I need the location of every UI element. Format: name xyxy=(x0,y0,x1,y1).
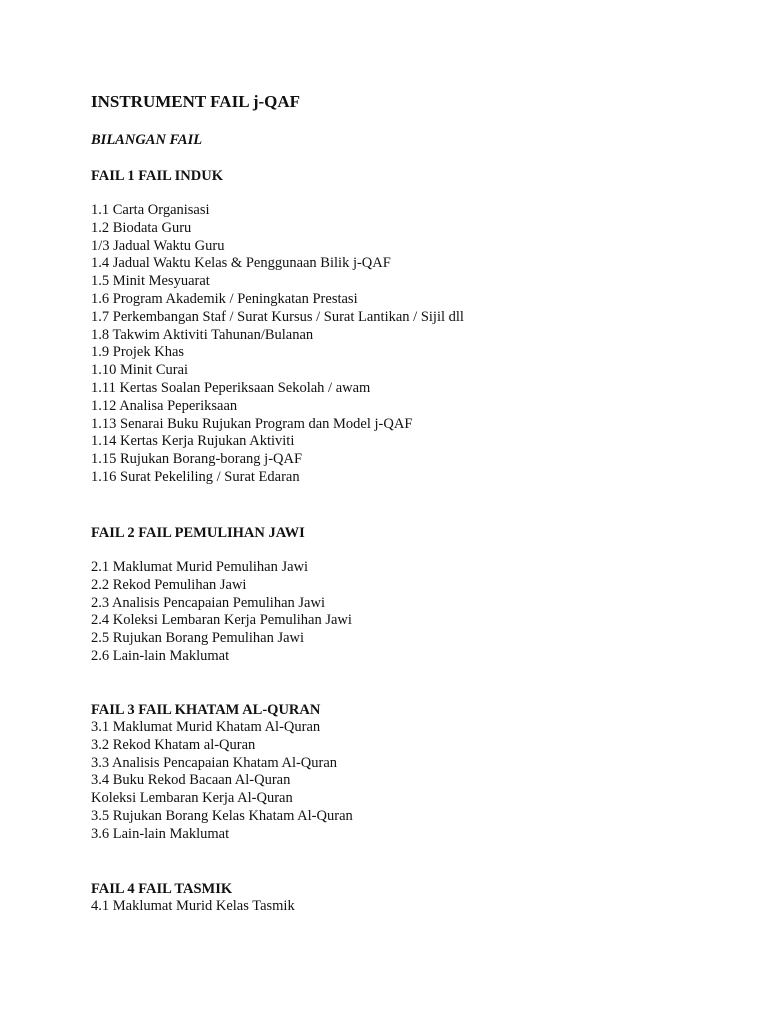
list-item: 3.1 Maklumat Murid Khatam Al-Quran xyxy=(91,719,321,735)
list-item: 2.4 Koleksi Lembaran Kerja Pemulihan Jawi xyxy=(91,612,352,629)
section-heading-fail-3: FAIL 3 FAIL KHATAM AL-QURAN xyxy=(91,702,321,718)
list-item: 1.4 Jadual Waktu Kelas & Penggunaan Bilik j-QAF xyxy=(91,255,391,272)
list-item: 1.7 Perkembangan Staf / Surat Kursus / Surat Lantikan / Sijil dll xyxy=(91,308,464,325)
list-item: 1.13 Senarai Buku Rujukan Program dan Model j-QAF xyxy=(91,415,413,432)
list-item: 2.5 Rujukan Borang Pemulihan Jawi xyxy=(91,630,305,647)
list-item: 3.6 Lain-lain Maklumat xyxy=(91,825,230,842)
document-subtitle: BILANGAN FAIL xyxy=(91,132,203,148)
section-list-fail-3 xyxy=(91,719,353,844)
list-item: 1.15 Rujukan Borang-borang j-QAF xyxy=(91,451,303,468)
list-item: 2.1 Maklumat Murid Pemulihan Jawi xyxy=(91,559,309,575)
section-list-fail-4 xyxy=(91,898,295,916)
list-item: 1.6 Program Akademik / Peningkatan Prestasi xyxy=(91,290,358,307)
list-item: Koleksi Lembaran Kerja Al-Quran xyxy=(91,790,293,807)
list-item: 3.3 Analisis Pencapaian Khatam Al-Quran xyxy=(91,754,338,771)
list-item: 2.2 Rekod Pemulihan Jawi xyxy=(91,576,247,593)
list-item: 1.12 Analisa Peperiksaan xyxy=(91,397,238,414)
list-item: 1/3 Jadual Waktu Guru xyxy=(91,237,225,254)
list-item: 1.1 Carta Organisasi xyxy=(91,202,210,218)
list-item: 1.9 Projek Khas xyxy=(91,344,185,361)
section-heading-fail-1: FAIL 1 FAIL INDUK xyxy=(91,168,223,184)
section-list-fail-2 xyxy=(91,559,352,666)
section-heading-fail-2: FAIL 2 FAIL PEMULIHAN JAWI xyxy=(91,525,305,541)
list-item: 1.5 Minit Mesyuarat xyxy=(91,273,210,290)
list-item: 3.5 Rujukan Borang Kelas Khatam Al-Quran xyxy=(91,807,353,824)
list-item: 1.8 Takwim Aktiviti Tahunan/Bulanan xyxy=(91,326,314,343)
section-heading-fail-4: FAIL 4 FAIL TASMIK xyxy=(91,881,233,897)
list-item: 1.2 Biodata Guru xyxy=(91,219,192,236)
list-item: 2.6 Lain-lain Maklumat xyxy=(91,647,230,664)
list-item: 1.16 Surat Pekeliling / Surat Edaran xyxy=(91,468,300,485)
list-item: 4.1 Maklumat Murid Kelas Tasmik xyxy=(91,898,295,914)
list-item: 3.4 Buku Rekod Bacaan Al-Quran xyxy=(91,772,291,789)
section-list-fail-1 xyxy=(91,202,464,487)
document-title: INSTRUMENT FAIL j-QAF xyxy=(91,92,301,111)
list-item: 1.10 Minit Curai xyxy=(91,362,189,379)
list-item: 1.11 Kertas Soalan Peperiksaan Sekolah / awam xyxy=(91,379,371,396)
list-item: 2.3 Analisis Pencapaian Pemulihan Jawi xyxy=(91,594,325,611)
list-item: 1.14 Kertas Kerja Rujukan Aktiviti xyxy=(91,433,295,450)
list-item: 3.2 Rekod Khatam al-Quran xyxy=(91,736,256,753)
